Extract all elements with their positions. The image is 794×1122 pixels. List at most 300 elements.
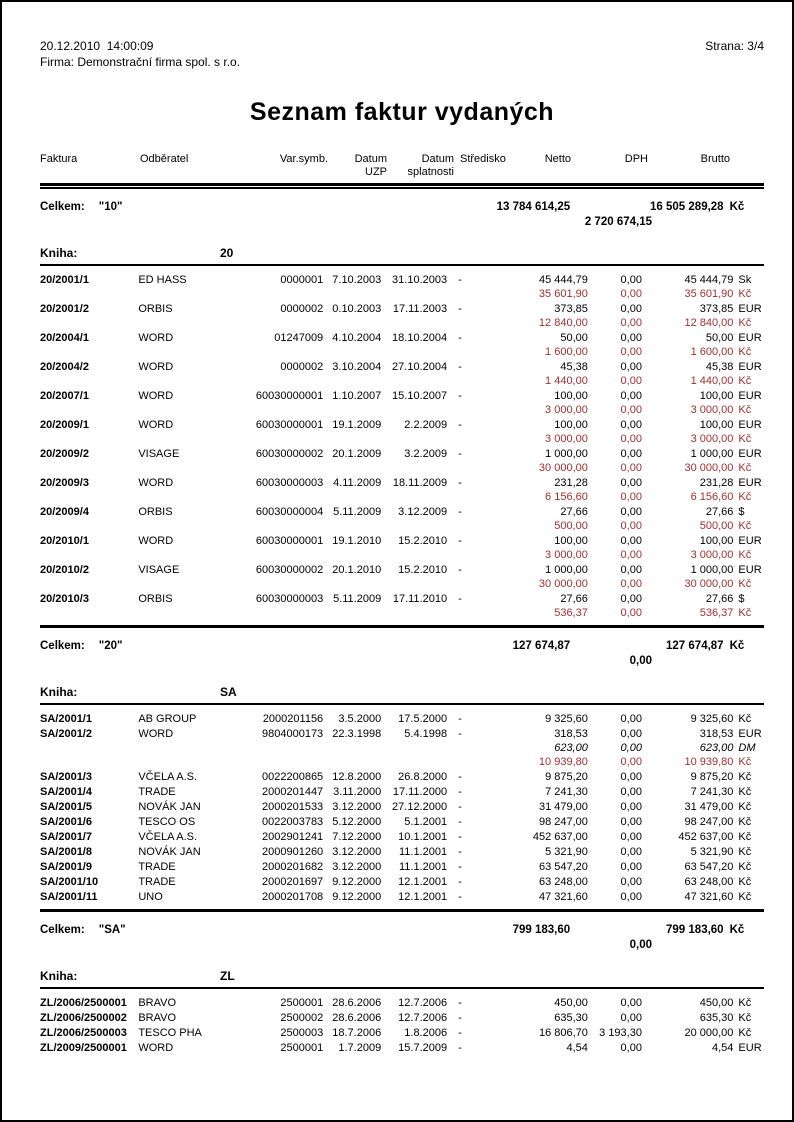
invoice-row <box>40 273 764 301</box>
cell-brutto: 5 321,90 <box>690 846 734 858</box>
cell-datum-splatnosti: 10.1.2001 <box>398 831 448 843</box>
cell-dph: 0,00 <box>620 771 642 783</box>
invoice-line <box>40 273 764 287</box>
cell-odberatel: WORD <box>138 477 174 489</box>
cell-brutto: 450,00 <box>699 997 734 1009</box>
invoice-line <box>40 519 764 533</box>
invoice-line <box>40 845 764 859</box>
cell-faktura: SA/2001/8 <box>40 846 92 858</box>
cell-varsymb: 60030000003 <box>255 477 324 489</box>
total-label <box>40 199 242 215</box>
cell-datum-uzp: 22.3.1998 <box>332 728 382 740</box>
cell-datum-splatnosti: 31.10.2003 <box>392 274 448 286</box>
cell-datum-uzp: 28.6.2006 <box>332 1012 382 1024</box>
cell-odberatel: VISAGE <box>138 448 180 460</box>
cell-dph: 0,00 <box>620 535 642 547</box>
cell-datum-splatnosti: 12.7.2006 <box>398 1012 448 1024</box>
cell-currency: DM <box>738 742 756 754</box>
cell-faktura: 20/2004/2 <box>40 361 89 373</box>
cell-varsymb: 2000901260 <box>262 846 324 858</box>
cell-dph: 0,00 <box>620 303 642 315</box>
invoice-row <box>40 770 764 784</box>
cell-currency: Kč <box>738 404 752 416</box>
cell-netto: 63 547,20 <box>538 861 588 873</box>
cell-datum-splatnosti: 12.7.2006 <box>398 997 448 1009</box>
cell-datum-splatnosti: 15.10.2007 <box>392 390 448 402</box>
cell-brutto: 27,66 <box>705 593 734 605</box>
invoice-row <box>40 875 764 889</box>
cell-netto: 1 440,00 <box>545 375 588 387</box>
cell-faktura: SA/2001/9 <box>40 861 92 873</box>
invoice-row <box>40 331 764 359</box>
cell-odberatel: TESCO OS <box>138 816 196 828</box>
cell-faktura: SA/2001/7 <box>40 831 92 843</box>
cell-faktura: 20/2010/1 <box>40 535 89 547</box>
cell-stredisko: - <box>458 771 462 783</box>
cell-brutto: 50,00 <box>705 332 734 344</box>
cell-faktura: SA/2001/2 <box>40 728 92 740</box>
cell-odberatel: WORD <box>138 390 174 402</box>
cell-spacer <box>40 519 504 533</box>
total-brutto: 16 505 289,28 <box>650 201 724 213</box>
cell-netto: 100,00 <box>554 535 588 547</box>
cell-currency: Kč <box>738 876 752 888</box>
cell-datum-splatnosti: 17.11.2010 <box>392 593 448 605</box>
cell-brutto: 47 321,60 <box>684 891 734 903</box>
cell-faktura: 20/2010/3 <box>40 593 89 605</box>
invoice-line <box>40 592 764 606</box>
cell-brutto: 63 547,20 <box>684 861 734 873</box>
cell-netto: 10 939,80 <box>538 756 588 768</box>
book-total <box>40 199 764 230</box>
cell-spacer <box>40 577 504 591</box>
cell-faktura: 20/2004/1 <box>40 332 89 344</box>
cell-varsymb: 2000201156 <box>262 713 324 725</box>
cell-dph: 0,00 <box>620 477 642 489</box>
cell-netto: 31 479,00 <box>538 801 588 813</box>
cell-stredisko: - <box>458 419 462 431</box>
invoice-line <box>40 800 764 814</box>
cell-spacer <box>40 548 504 562</box>
cell-brutto: 100,00 <box>699 419 734 431</box>
cell-netto: 450,00 <box>554 997 588 1009</box>
cell-dph: 0,00 <box>620 801 642 813</box>
cell-odberatel: BRAVO <box>138 997 177 1009</box>
cell-brutto: 30 000,00 <box>684 462 734 474</box>
cell-dph: 0,00 <box>620 419 642 431</box>
report-title: Seznam faktur vydaných <box>249 98 555 126</box>
cell-currency: EUR <box>738 728 762 740</box>
total-label-text: Celkem: <box>40 924 85 936</box>
cell-dph: 0,00 <box>620 1012 642 1024</box>
cell-faktura: SA/2001/4 <box>40 786 92 798</box>
cell-currency: Kč <box>738 756 752 768</box>
cell-dph: 0,00 <box>620 786 642 798</box>
cell-varsymb: 2002901241 <box>262 831 324 843</box>
invoice-line <box>40 875 764 889</box>
cell-datum-splatnosti: 5.1.2001 <box>404 816 448 828</box>
cell-brutto: 318,53 <box>699 728 734 740</box>
cell-currency: Kč <box>738 861 752 873</box>
invoice-row <box>40 302 764 330</box>
cell-datum-splatnosti: 18.10.2004 <box>392 332 448 344</box>
cell-stredisko: - <box>458 728 462 740</box>
book-heading-name: SA <box>220 685 237 699</box>
invoice-row <box>40 447 764 475</box>
cell-currency: EUR <box>738 477 762 489</box>
cell-stredisko: - <box>458 361 462 373</box>
cell-datum-uzp: 3.12.2000 <box>332 861 382 873</box>
cell-varsymb: 60030000001 <box>255 535 324 547</box>
cell-brutto: 452 637,00 <box>678 831 734 843</box>
cell-stredisko: - <box>458 876 462 888</box>
cell-currency: EUR <box>738 332 762 344</box>
cell-datum-uzp: 5.11.2009 <box>333 506 382 518</box>
invoice-row <box>40 845 764 859</box>
total-label-text: Celkem: <box>40 201 85 213</box>
cell-stredisko: - <box>458 564 462 576</box>
cell-brutto: 31 479,00 <box>684 801 734 813</box>
cell-odberatel: TESCO PHA <box>138 1027 202 1039</box>
cell-datum-uzp: 18.7.2006 <box>332 1027 382 1039</box>
cell-currency: Kč <box>738 578 752 590</box>
cell-varsymb: 2000201533 <box>262 801 324 813</box>
cell-stredisko: - <box>458 713 462 725</box>
cell-brutto: 3 000,00 <box>690 404 734 416</box>
cell-spacer <box>40 461 504 475</box>
cell-varsymb: 60030000003 <box>255 593 324 605</box>
cell-odberatel: TRADE <box>138 876 176 888</box>
invoice-line <box>40 860 764 874</box>
invoice-line <box>40 490 764 504</box>
cell-currency: Kč <box>738 520 752 532</box>
cell-brutto: 1 600,00 <box>690 346 734 358</box>
book-heading <box>40 685 764 699</box>
invoice-line <box>40 1011 764 1025</box>
cell-datum-uzp: 5.11.2009 <box>333 593 382 605</box>
cell-currency: Kč <box>738 816 752 828</box>
cell-faktura: ZL/2006/2500001 <box>40 997 127 1009</box>
cell-faktura: SA/2001/1 <box>40 713 92 725</box>
cell-varsymb: 60030000002 <box>255 448 324 460</box>
invoice-line <box>40 577 764 591</box>
invoice-line <box>40 345 764 359</box>
cell-netto: 16 806,70 <box>538 1027 588 1039</box>
cell-dph: 0,00 <box>620 816 642 828</box>
invoice-row <box>40 563 764 591</box>
cell-varsymb: 01247009 <box>274 332 324 344</box>
cell-datum-uzp: 9.12.2000 <box>332 876 382 888</box>
invoice-line <box>40 1026 764 1040</box>
header-rule <box>40 183 764 189</box>
cell-faktura: SA/2001/5 <box>40 801 92 813</box>
cell-datum-splatnosti: 17.5.2000 <box>398 713 448 725</box>
invoice-row <box>40 1011 764 1025</box>
report-meta-left <box>40 38 240 70</box>
cell-datum-uzp: 4.10.2004 <box>332 332 382 344</box>
cell-odberatel: WORD <box>138 361 174 373</box>
invoice-line <box>40 374 764 388</box>
cell-datum-uzp: 20.1.2009 <box>332 448 382 460</box>
cell-brutto: 9 325,60 <box>690 713 734 725</box>
cell-netto: 27,66 <box>560 506 588 518</box>
invoice-line <box>40 727 764 741</box>
cell-currency: EUR <box>738 361 762 373</box>
invoice-row <box>40 712 764 726</box>
cell-netto: 5 321,90 <box>545 846 588 858</box>
cell-dph: 0,00 <box>620 997 642 1009</box>
cell-datum-uzp: 3.10.2004 <box>332 361 382 373</box>
cell-stredisko: - <box>458 786 462 798</box>
cell-stredisko: - <box>458 303 462 315</box>
cell-varsymb: 60030000001 <box>255 419 324 431</box>
cell-datum-uzp: 3.12.2000 <box>332 801 382 813</box>
cell-brutto: 623,00 <box>699 742 734 754</box>
cell-dph: 0,00 <box>620 520 642 532</box>
book-total-line1 <box>40 199 764 215</box>
cell-varsymb: 60030000002 <box>255 564 324 576</box>
invoice-line <box>40 403 764 417</box>
cell-datum-uzp: 12.8.2000 <box>332 771 382 783</box>
cell-varsymb: 2500001 <box>280 997 324 1009</box>
cell-dph: 0,00 <box>620 462 642 474</box>
book-total <box>40 922 764 953</box>
cell-dph: 0,00 <box>620 375 642 387</box>
book-heading-name: ZL <box>220 969 235 983</box>
col-datum-uzp <box>328 153 387 179</box>
cell-currency: Kč <box>738 713 752 725</box>
cell-dph: 0,00 <box>620 288 642 300</box>
cell-faktura: 20/2009/4 <box>40 506 89 518</box>
cell-faktura: 20/2009/1 <box>40 419 89 431</box>
cell-currency: EUR <box>738 1042 762 1054</box>
cell-netto: 623,00 <box>554 742 588 754</box>
cell-brutto: 3 000,00 <box>690 549 734 561</box>
cell-currency: Kč <box>738 375 752 387</box>
book-total-line2 <box>40 938 764 953</box>
cell-dph: 0,00 <box>620 346 642 358</box>
cell-currency: Kč <box>738 549 752 561</box>
cell-varsymb: 60030000004 <box>255 506 324 518</box>
book-heading <box>40 969 764 983</box>
cell-dph: 0,00 <box>620 404 642 416</box>
total-label-text: Celkem: <box>40 640 85 652</box>
cell-odberatel: WORD <box>138 1042 174 1054</box>
invoice-line <box>40 432 764 446</box>
cell-currency: EUR <box>738 448 762 460</box>
cell-faktura: ZL/2006/2500002 <box>40 1012 127 1024</box>
cell-stredisko: - <box>458 593 462 605</box>
cell-netto: 3 000,00 <box>545 404 588 416</box>
cell-netto: 30 000,00 <box>538 578 588 590</box>
cell-datum-splatnosti: 11.1.2001 <box>398 846 448 858</box>
cell-currency: Kč <box>738 831 752 843</box>
cell-dph: 0,00 <box>620 317 642 329</box>
cell-varsymb: 0000002 <box>280 361 324 373</box>
cell-brutto: 100,00 <box>699 535 734 547</box>
cell-netto: 500,00 <box>554 520 588 532</box>
total-book-name: "SA" <box>98 924 126 936</box>
cell-datum-splatnosti: 15.2.2010 <box>398 564 448 576</box>
cell-netto: 635,30 <box>554 1012 588 1024</box>
cell-currency: EUR <box>738 303 762 315</box>
cell-currency: Kč <box>738 491 752 503</box>
cell-faktura: 20/2009/3 <box>40 477 89 489</box>
book-rule <box>40 703 764 705</box>
cell-dph: 0,00 <box>620 332 642 344</box>
cell-spacer <box>40 374 504 388</box>
cell-odberatel: NOVÁK JAN <box>138 846 201 858</box>
cell-netto: 3 000,00 <box>545 549 588 561</box>
cell-odberatel: BRAVO <box>138 1012 177 1024</box>
total-dph: 0,00 <box>629 655 652 667</box>
invoice-row <box>40 534 764 562</box>
cell-datum-splatnosti: 27.10.2004 <box>392 361 448 373</box>
book-total <box>40 638 764 669</box>
cell-brutto: 10 939,80 <box>684 756 734 768</box>
cell-faktura: 20/2001/2 <box>40 303 89 315</box>
cell-netto: 100,00 <box>554 419 588 431</box>
cell-odberatel: VČELA A.S. <box>138 831 198 843</box>
cell-currency: $ <box>738 506 745 518</box>
cell-stredisko: - <box>458 1042 462 1054</box>
cell-netto: 231,28 <box>554 477 588 489</box>
cell-stredisko: - <box>458 1012 462 1024</box>
cell-netto: 35 601,90 <box>538 288 588 300</box>
cell-datum-splatnosti: 11.1.2001 <box>398 861 448 873</box>
cell-spacer <box>40 490 504 504</box>
invoice-line <box>40 447 764 461</box>
cell-faktura: SA/2001/6 <box>40 816 92 828</box>
cell-brutto: 45 444,79 <box>684 274 734 286</box>
invoice-line <box>40 534 764 548</box>
cell-stredisko: - <box>458 274 462 286</box>
cell-dph: 0,00 <box>620 1042 642 1054</box>
col-datum-splatnosti-line2: splatnosti <box>407 166 454 178</box>
invoice-row <box>40 418 764 446</box>
cell-stredisko: - <box>458 1027 462 1039</box>
total-netto: 799 183,60 <box>512 924 571 936</box>
cell-currency: EUR <box>738 564 762 576</box>
pre-total-rule <box>40 625 764 628</box>
cell-varsymb: 2000201447 <box>262 786 324 798</box>
cell-datum-uzp: 4.11.2009 <box>333 477 382 489</box>
cell-currency: Kč <box>738 288 752 300</box>
invoice-line <box>40 476 764 490</box>
cell-odberatel: TRADE <box>138 786 176 798</box>
cell-brutto: 20 000,00 <box>684 1027 734 1039</box>
cell-spacer <box>40 432 504 446</box>
cell-currency: Kč <box>738 317 752 329</box>
invoice-line <box>40 712 764 726</box>
cell-odberatel: WORD <box>138 535 174 547</box>
invoice-row <box>40 860 764 874</box>
cell-dph: 0,00 <box>620 564 642 576</box>
cell-datum-uzp: 7.10.2003 <box>332 274 382 286</box>
total-dph: 0,00 <box>629 939 652 951</box>
cell-datum-splatnosti: 12.1.2001 <box>398 876 448 888</box>
cell-stredisko: - <box>458 997 462 1009</box>
table-header <box>40 153 764 179</box>
cell-brutto: 45,38 <box>705 361 734 373</box>
cell-dph: 0,00 <box>620 713 642 725</box>
cell-brutto: 35 601,90 <box>684 288 734 300</box>
cell-brutto: 63 248,00 <box>684 876 734 888</box>
cell-datum-uzp: 1.10.2007 <box>332 390 382 402</box>
book-heading <box>40 246 764 260</box>
cell-netto: 45,38 <box>560 361 588 373</box>
cell-currency: Kč <box>738 462 752 474</box>
cell-currency: Kč <box>738 801 752 813</box>
cell-dph: 0,00 <box>620 578 642 590</box>
report-datetime: 20.12.2010 14:00:09 <box>40 39 154 53</box>
col-brutto: Brutto <box>700 153 730 165</box>
cell-odberatel: UNO <box>138 891 163 903</box>
total-label <box>40 638 242 654</box>
cell-brutto: 12 840,00 <box>684 317 734 329</box>
cell-faktura: 20/2009/2 <box>40 448 89 460</box>
cell-datum-uzp: 20.1.2010 <box>332 564 382 576</box>
invoice-row <box>40 1041 764 1055</box>
cell-faktura: ZL/2006/2500003 <box>40 1027 127 1039</box>
cell-netto: 318,53 <box>554 728 588 740</box>
cell-dph: 0,00 <box>620 506 642 518</box>
cell-varsymb: 0022003783 <box>262 816 324 828</box>
cell-spacer <box>40 741 504 755</box>
cell-datum-splatnosti: 5.4.1998 <box>404 728 448 740</box>
col-odberatel: Odběratel <box>140 153 189 165</box>
cell-stredisko: - <box>458 831 462 843</box>
cell-stredisko: - <box>458 477 462 489</box>
cell-netto: 12 840,00 <box>538 317 588 329</box>
cell-currency: Kč <box>738 1012 752 1024</box>
col-datum-uzp-line2: UZP <box>365 166 387 178</box>
cell-netto: 1 000,00 <box>545 448 588 460</box>
invoice-row <box>40 727 764 769</box>
cell-brutto: 98 247,00 <box>684 816 734 828</box>
total-currency: Kč <box>729 924 745 936</box>
book-total-line1 <box>40 922 764 938</box>
invoice-row <box>40 389 764 417</box>
cell-dph: 0,00 <box>620 876 642 888</box>
cell-varsymb: 9804000173 <box>262 728 324 740</box>
cell-brutto: 231,28 <box>699 477 734 489</box>
book-heading-label: Kniha: <box>40 246 78 260</box>
invoice-row <box>40 815 764 829</box>
book-total-line2 <box>40 215 764 230</box>
cell-datum-splatnosti: 15.7.2009 <box>398 1042 448 1054</box>
cell-stredisko: - <box>458 816 462 828</box>
cell-netto: 45 444,79 <box>538 274 588 286</box>
cell-spacer <box>40 606 504 620</box>
cell-dph: 0,00 <box>620 891 642 903</box>
cell-odberatel: NOVÁK JAN <box>138 801 201 813</box>
invoice-line <box>40 316 764 330</box>
cell-brutto: 30 000,00 <box>684 578 734 590</box>
book-rule <box>40 987 764 989</box>
cell-netto: 9 875,20 <box>545 771 588 783</box>
cell-odberatel: AB GROUP <box>138 713 197 725</box>
invoice-line <box>40 815 764 829</box>
cell-varsymb: 0000002 <box>280 303 324 315</box>
invoice-line <box>40 890 764 904</box>
total-netto: 13 784 614,25 <box>496 201 571 213</box>
cell-faktura: 20/2010/2 <box>40 564 89 576</box>
cell-datum-splatnosti: 3.12.2009 <box>398 506 448 518</box>
cell-stredisko: - <box>458 506 462 518</box>
invoice-line <box>40 389 764 403</box>
cell-datum-uzp: 3.5.2000 <box>338 713 382 725</box>
